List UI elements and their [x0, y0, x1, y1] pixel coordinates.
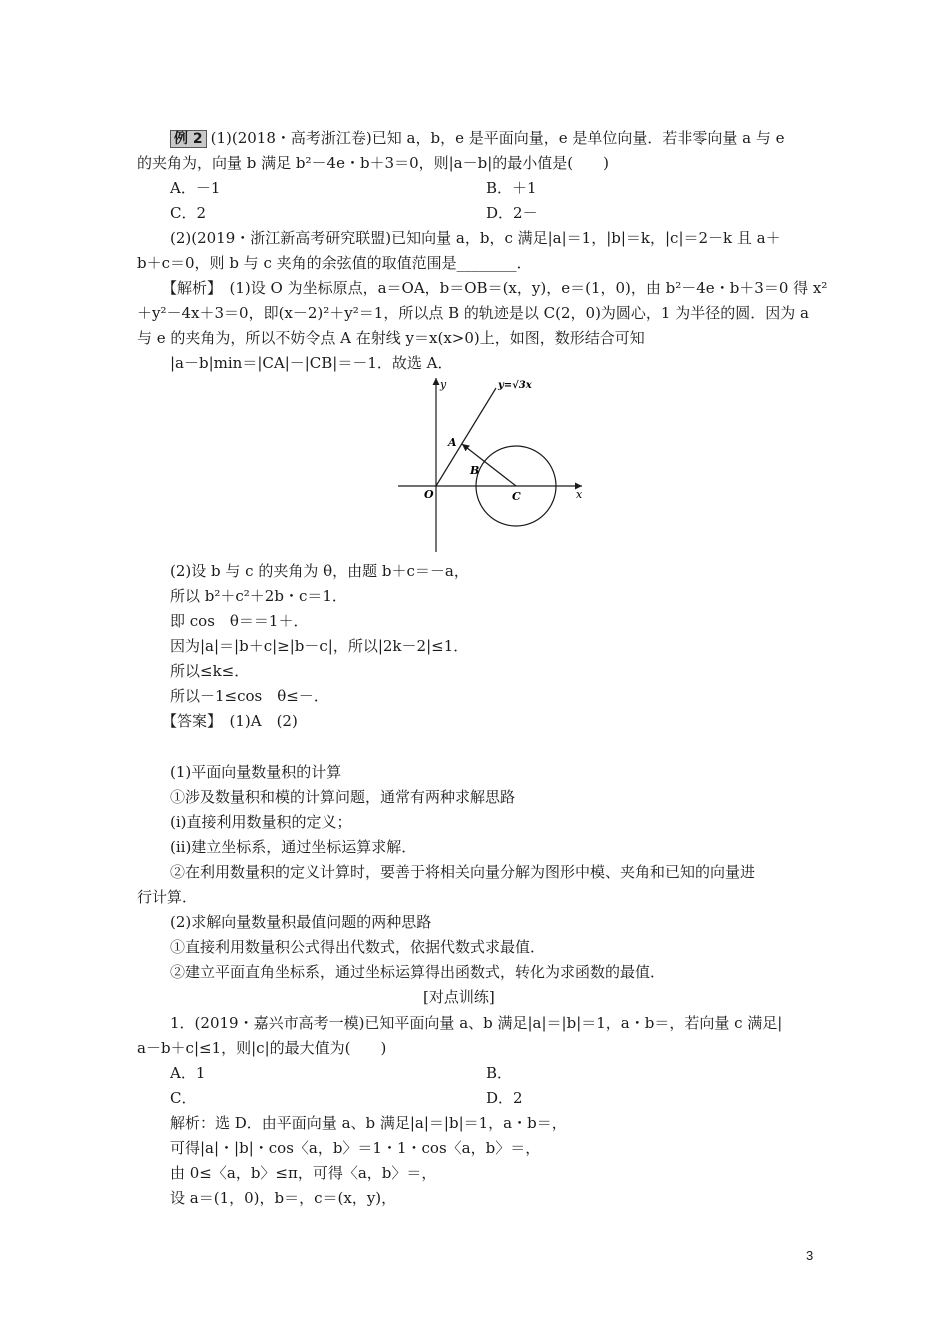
text-line: (2)设 b 与 c 的夹角为 θ，由题 b＋c＝－a，	[170, 562, 469, 580]
choice-c: C．	[170, 1089, 197, 1107]
text-line: 所以≤k≤．	[170, 662, 250, 680]
text-line: 1．(2019・嘉兴市高考一模)已知平面向量 a、b 满足|a|＝|b|＝1，a・b＝，若向量 c 满足|	[170, 1014, 783, 1032]
ray-label: y=√3x	[498, 380, 532, 391]
example-tag: 例 2	[170, 130, 207, 148]
text-line: (ⅱ)建立坐标系，通过坐标运算求解．	[170, 838, 417, 856]
text-line: ＋y²－4x＋3＝0，即(x－2)²＋y²＝1，所以点 B 的轨迹是以 C(2，0)为圆心，1 为半径的圆．因为 a	[137, 304, 809, 322]
ray-line	[436, 388, 496, 486]
choice-d: D．2	[486, 1089, 523, 1107]
text-line: 所以－1≤cos θ≤－．	[170, 687, 329, 705]
text-line: (ⅰ)直接利用数量积的定义；	[170, 813, 352, 831]
example-heading	[170, 127, 784, 149]
analysis-line: 【解析】 (1)设 O 为坐标原点，a＝OA，b＝OB＝(x，y)，e＝(1，0)，由 b²－4e・b＋3＝0 得 x²	[162, 279, 828, 297]
text-line: 设 a＝(1，0)，b＝，c＝(x，y)，	[170, 1189, 397, 1207]
summary-heading: (1)平面向量数量积的计算	[170, 763, 342, 781]
text-line: ②建立平面直角坐标系，通过坐标运算得出函数式，转化为求函数的最值．	[170, 963, 666, 981]
text-line: 可得|a|・|b|・cos〈a，b〉＝1・1・cos〈a，b〉＝，	[170, 1139, 541, 1157]
text-line: 的夹角为，向量 b 满足 b²－4e・b＋3＝0，则|a－b|的最小值是( )	[137, 154, 609, 172]
text-line: 因为|a|＝|b＋c|≥|b－c|，所以|2k－2|≤1．	[170, 637, 469, 655]
y-label: y	[440, 378, 447, 391]
choice-a: A．－1	[170, 179, 221, 197]
geometry-figure	[390, 372, 590, 554]
text-line: 解析：选 D．由平面向量 a、b 满足|a|＝|b|＝1，a・b＝，	[170, 1114, 567, 1132]
answer-line: 【答案】 (1)A (2)	[162, 712, 298, 730]
text-line: 与 e 的夹角为，所以不妨令点 A 在射线 y＝x(x>0)上，如图，数形结合可知	[137, 329, 645, 347]
text-line: 行计算．	[137, 888, 198, 906]
text-line: 由 0≤〈a，b〉≤π，可得〈a，b〉＝，	[170, 1164, 437, 1182]
text-line: 即 cos θ＝＝1＋．	[170, 612, 309, 630]
x-label: x	[576, 488, 583, 501]
summary-heading: (2)求解向量数量积最值问题的两种思路	[170, 913, 432, 931]
text-line: (2)(2019・浙江新高考研究联盟)已知向量 a，b，c 满足|a|＝1，|b|＝k，|c|＝2－k 且 a＋	[170, 229, 781, 247]
text-line: a－b＋c|≤1，则|c|的最大值为( )	[137, 1039, 387, 1057]
point-b-label: B	[470, 464, 480, 477]
choice-d: D．2－	[486, 204, 538, 222]
choice-b: B．＋1	[486, 179, 537, 197]
choice-c: C．2	[170, 204, 207, 222]
text-line: b＋c＝0，则 b 与 c 夹角的余弦值的取值范围是________．	[137, 254, 532, 272]
page-number: 3	[806, 1248, 814, 1263]
choice-a: A．1	[170, 1064, 206, 1082]
point-a-label: A	[448, 436, 457, 449]
point-c-label: C	[512, 490, 521, 503]
text-line: ①涉及数量积和模的计算问题，通常有两种求解思路	[170, 788, 516, 806]
origin-label: O	[424, 488, 434, 501]
text-line: ②在利用数量积的定义计算时，要善于将相关向量分解为图形中模、夹角和已知的向量进	[170, 863, 756, 881]
section-title: [对点训练]	[423, 988, 495, 1006]
choice-b: B．	[486, 1064, 513, 1082]
text-line: 所以 b²＋c²＋2b・c＝1．	[170, 587, 347, 605]
text-line: ①直接利用数量积公式得出代数式，依据代数式求最值．	[170, 938, 546, 956]
text-line: (1)(2018・高考浙江卷)已知 a，b，e 是平面向量，e 是单位向量．若非零向量 a 与 e	[210, 129, 785, 147]
text-line: |a－b|min＝|CA|－|CB|＝－1．故选 A．	[170, 354, 453, 372]
